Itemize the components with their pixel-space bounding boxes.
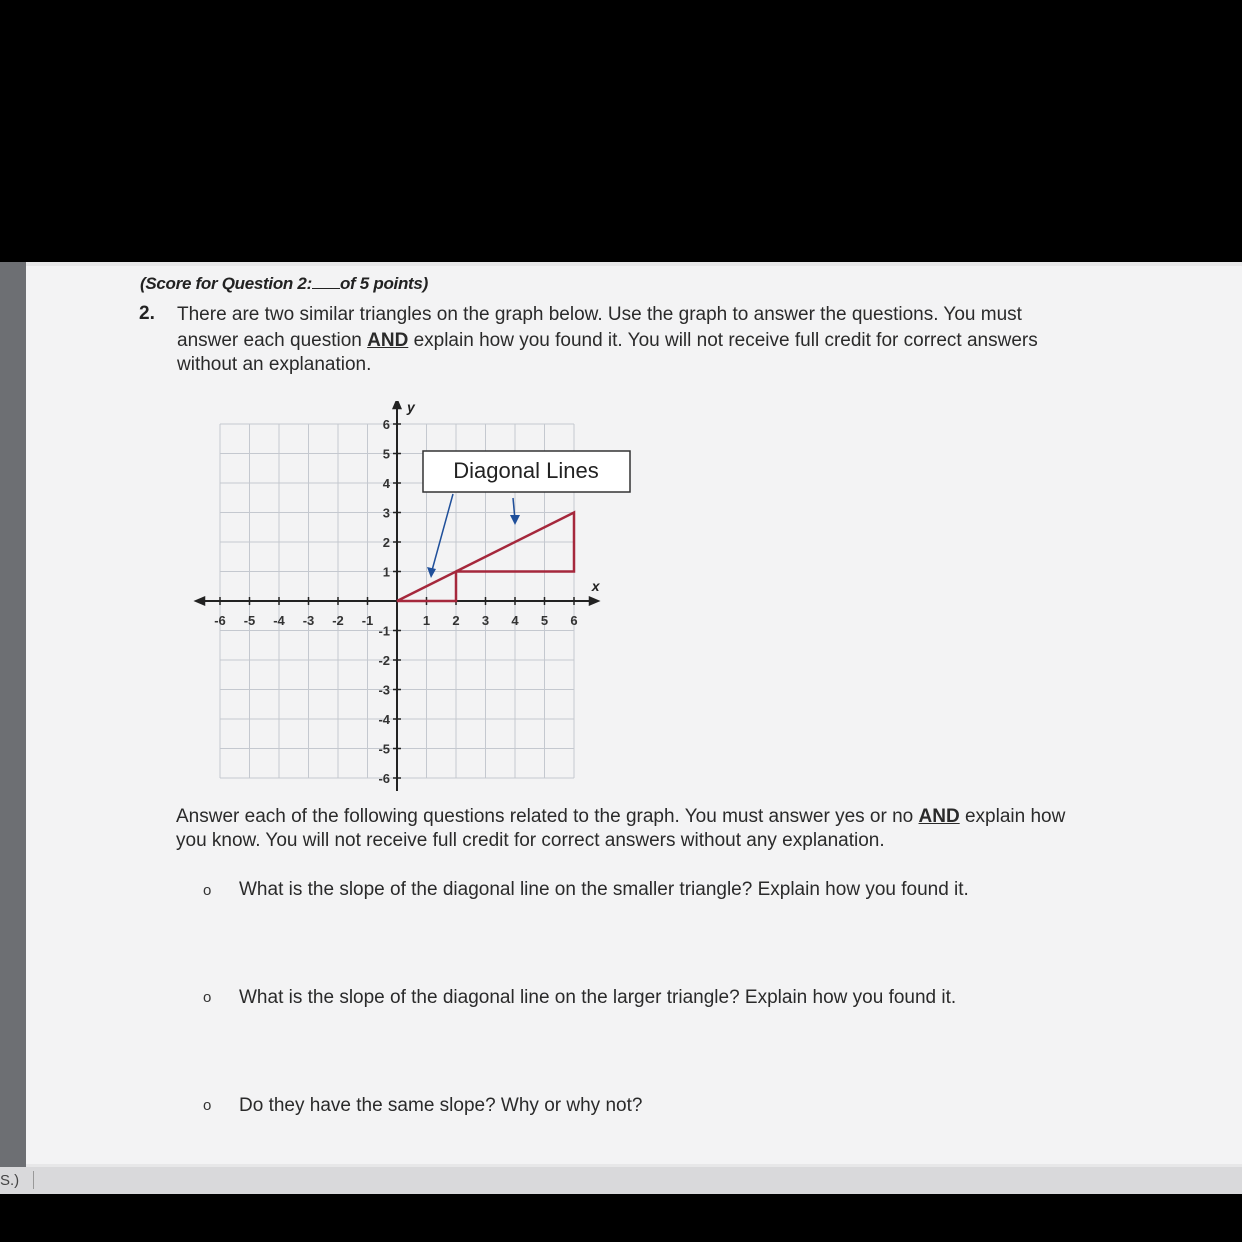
score-suffix: of 5 points)	[339, 274, 428, 293]
bullet-question: What is the slope of the diagonal line on the smaller triangle? Explain how you found it.	[239, 879, 969, 900]
emphasis-and: AND	[367, 330, 409, 351]
x-axis-arrow	[589, 596, 601, 606]
y-tick-label: 4	[382, 476, 390, 491]
y-tick-label: -3	[378, 682, 390, 698]
diagonal-lines-callout	[423, 451, 630, 578]
screen	[0, 262, 1242, 1194]
callout-text: Diagonal Lines	[453, 458, 599, 483]
x-tick-label: -5	[243, 613, 256, 628]
score-blank	[312, 274, 340, 289]
text-span: explain how	[959, 806, 1066, 827]
x-tick-label: 3	[481, 613, 490, 628]
x-tick-label: -3	[302, 613, 315, 628]
arrowhead	[510, 515, 520, 525]
x-axis-label: x	[591, 578, 600, 594]
score-line	[140, 274, 428, 294]
y-tick-label: 2	[382, 535, 390, 550]
coordinate-graph	[191, 401, 651, 791]
x-tick-label: -6	[214, 613, 226, 628]
bullet-question: What is the slope of the diagonal line on the larger triangle? Explain how you found it.	[239, 987, 957, 1008]
y-tick-label: -1	[378, 623, 390, 639]
y-tick-label: 5	[382, 446, 390, 462]
left-panel-edge	[0, 262, 26, 1167]
question-text-line	[177, 330, 1038, 352]
question-text-line: without an explanation.	[177, 354, 372, 375]
y-axis-label: y	[407, 401, 415, 416]
y-tick-label: -4	[378, 712, 390, 727]
instructions-line: you know. You will not receive full credit for correct answers without any explanation.	[176, 830, 885, 851]
x-tick-label: 1	[422, 613, 431, 628]
bullet-marker: o	[203, 882, 212, 899]
x-tick-label: -4	[273, 613, 285, 628]
emphasis-and: AND	[918, 806, 960, 827]
question-number: 2.	[139, 303, 155, 324]
arrowhead	[427, 567, 436, 578]
y-tick-label: -5	[378, 741, 390, 757]
status-bar	[0, 1167, 1242, 1194]
x-tick-label: 2	[452, 613, 460, 628]
y-tick-label: 3	[382, 505, 390, 521]
arrow-to-small-diagonal	[431, 494, 453, 574]
bullet-marker: o	[203, 1097, 212, 1114]
question-text-line: There are two similar triangles on the graph below. Use the graph to answer the questions. You must	[177, 304, 1022, 325]
score-prefix: (Score for Question 2:	[140, 274, 312, 293]
x-axis-arrow	[193, 596, 205, 606]
document-page	[26, 266, 1242, 1164]
y-tick-label: -6	[378, 771, 390, 786]
y-axis-arrow	[392, 401, 402, 409]
x-tick-label: 4	[511, 613, 519, 628]
bullet-question: Do they have the same slope? Why or why not?	[239, 1095, 643, 1116]
y-tick-label: -2	[378, 653, 390, 668]
text-span: explain how you found it. You will not receive full credit for correct answers	[408, 330, 1038, 351]
x-tick-label: -2	[332, 613, 344, 628]
bullet-marker: o	[203, 989, 212, 1006]
text-span: Answer each of the following questions related to the graph. You must answer yes or no	[176, 806, 919, 827]
instructions-line	[176, 806, 1065, 828]
status-divider	[33, 1171, 34, 1189]
x-tick-label: 6	[570, 613, 578, 628]
text-span: answer each question	[177, 330, 368, 351]
x-tick-label: -1	[361, 613, 374, 628]
y-tick-label: 6	[382, 417, 390, 432]
y-tick-label: 1	[382, 564, 390, 580]
x-tick-label: 5	[540, 613, 549, 628]
status-text: S.)	[0, 1172, 20, 1189]
